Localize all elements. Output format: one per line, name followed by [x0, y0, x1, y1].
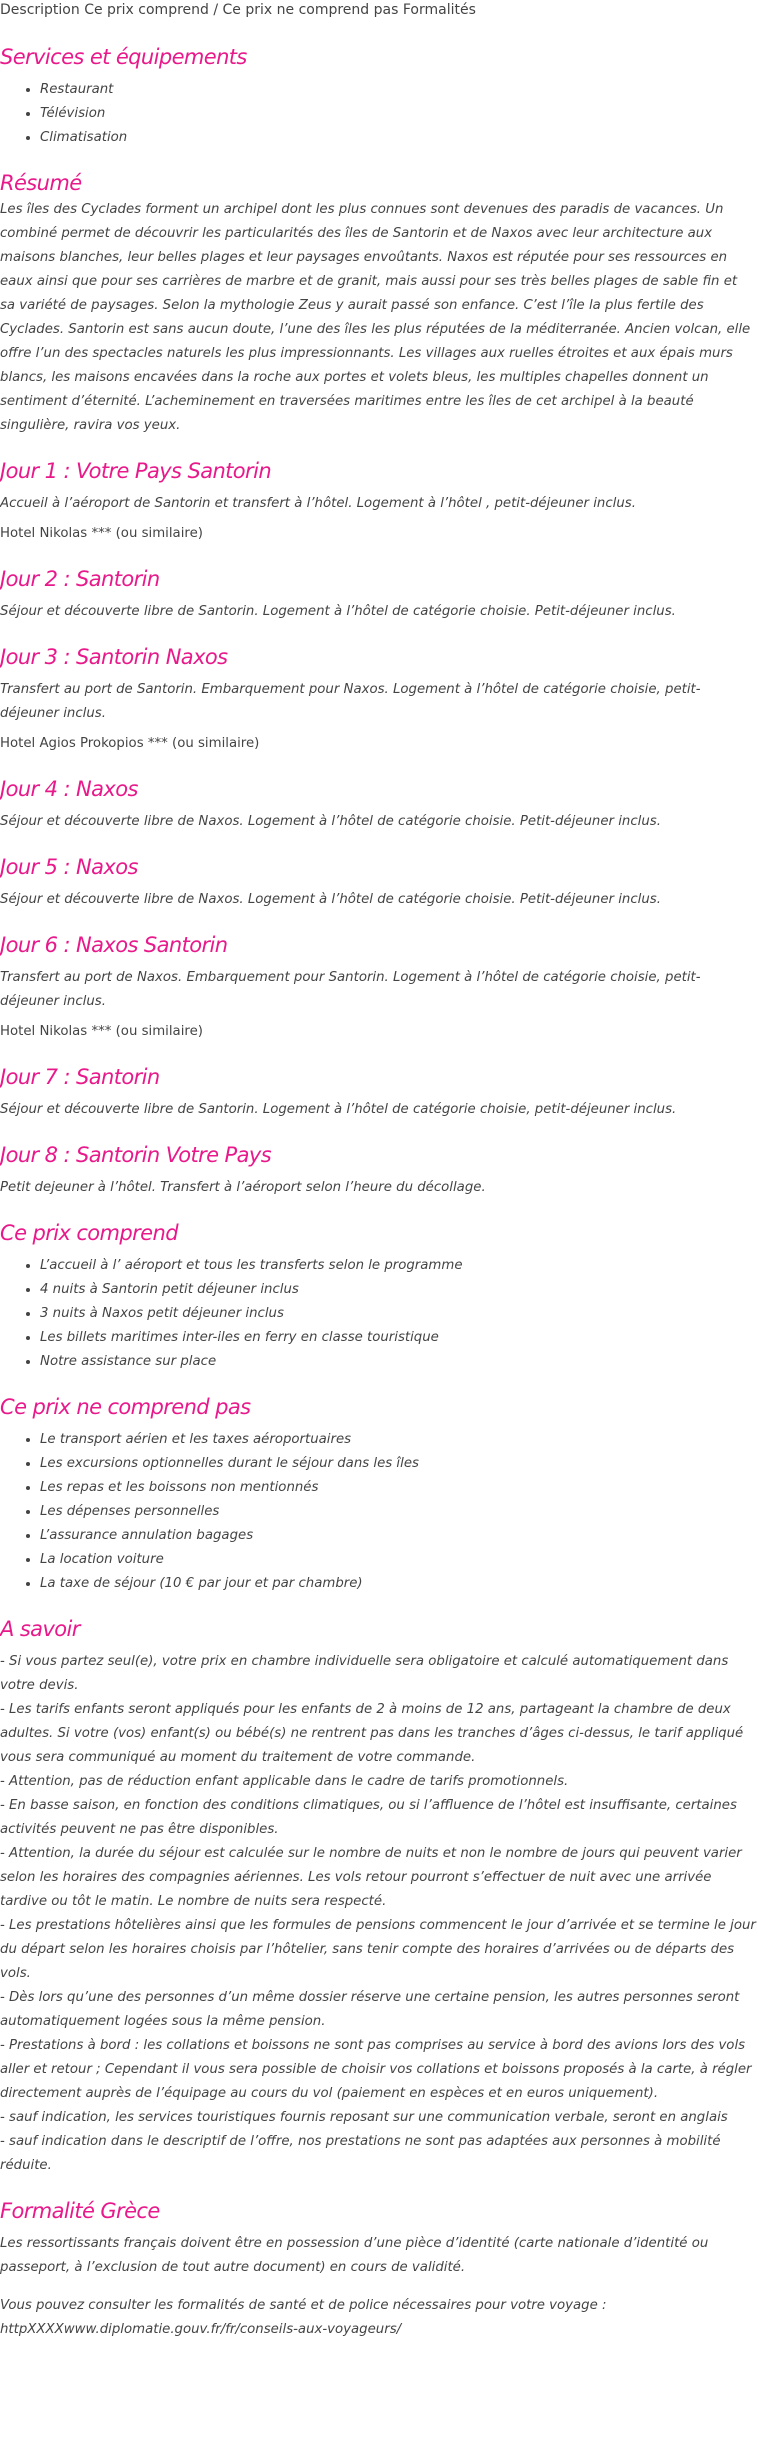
list-item: • Le transport aérien et les taxes aéroportuaires — [40, 1428, 756, 1452]
list-item: • La taxe de séjour (10 € par jour et par chambre) — [40, 1572, 756, 1596]
day-section — [0, 932, 756, 1044]
list-item: • Les excursions optionnelles durant le séjour dans les îles — [40, 1452, 756, 1476]
list-item: • 3 nuits à Naxos petit déjeuner inclus — [40, 1302, 756, 1326]
day-title: Jour 3 : Santorin Naxos — [0, 645, 228, 669]
a-savoir-item: - Si vous partez seul(e), votre prix en chambre individuelle sera obligatoire et calculé automatiquement dans votre devis. — [0, 1654, 729, 1693]
day-section — [0, 644, 756, 756]
a-savoir-item: - sauf indication dans le descriptif de l’offre, nos prestations ne sont pas adaptées aux personnes à mobilité réduite. — [0, 2134, 721, 2173]
day-description: Séjour et découverte libre de Santorin. Logement à l’hôtel de catégorie choisie, petit-déjeuner inclus. — [0, 1102, 677, 1117]
day-title: Jour 2 : Santorin — [0, 567, 160, 591]
tab-ce-prix-comprend[interactable]: Ce prix comprend — [84, 2, 209, 18]
a-savoir-item: - Dès lors qu’une des personnes d’un même dossier réserve une certaine pension, les autres personnes seront automatiquement logées sous la même pension. — [0, 1990, 740, 2029]
resume-section — [0, 170, 756, 438]
formalite-identity-text: Les ressortissants français doivent être en possession d’une pièce d’identité (carte nationale d’identité ou passeport, à l’exclusion de tout autre document) en cours de validité. — [0, 2236, 709, 2275]
list-item: • Notre assistance sur place — [40, 1350, 756, 1374]
resume-text: Les îles des Cyclades forment un archipel dont les plus connues sont devenues des paradis de vacances. Un combiné permet de découvrir les particularités des îles de Santorin et de Naxos avec leur architecture aux maisons blanches, leur belles plages et leur paysages envoûtants. Naxos est réputée pour ses ressources en eaux ainsi que pour ses carrières de marbre et de granit, mais aussi pour ses très belles plages de sable fin et sa variété de paysages. Selon la mythologie Zeus y aurait passé son enfance. C’est l’île la plus fertile des Cyclades. Santorin est sans aucun doute, l’une des îles les plus réputées de la méditerranée. Ancien volcan, elle offre l’un des spectacles naturels les plus impressionnants. Les villages aux ruelles étroites et aux épais murs blancs, les maisons encavées dans la roche aux portes et volets bleus, les multiples chapelles donnent un sentiment d’éternité. L’acheminement en traversées maritimes entre les îles de cet archipel à la beauté singulière, ravira vos yeux. — [0, 202, 751, 433]
tab-formalites[interactable]: Formalités — [402, 2, 476, 18]
comprend-list — [0, 1254, 756, 1374]
day-title: Jour 7 : Santorin — [0, 1065, 160, 1089]
ne-comprend-section — [0, 1394, 756, 1596]
day-title: Jour 8 : Santorin Votre Pays — [0, 1143, 272, 1167]
day-hotel: Hotel Agios Prokopios *** (ou similaire) — [0, 736, 260, 751]
list-item: • Les billets maritimes inter-iles en ferry en classe touristique — [40, 1326, 756, 1350]
day-description: Séjour et découverte libre de Naxos. Logement à l’hôtel de catégorie choisie. Petit-déjeuner inclus. — [0, 892, 661, 907]
comprend-section — [0, 1220, 756, 1374]
day-section — [0, 854, 756, 912]
day-section — [0, 1142, 756, 1200]
day-description: Transfert au port de Naxos. Embarquement pour Santorin. Logement à l’hôtel de catégorie choisie, petit-déjeuner inclus. — [0, 970, 701, 1009]
day-title: Jour 1 : Votre Pays Santorin — [0, 459, 272, 483]
tab-bar — [0, 0, 756, 20]
a-savoir-item: - sauf indication, les services touristiques fournis reposant sur une communication verbale, seront en anglais — [0, 2110, 728, 2125]
a-savoir-item: - Les prestations hôtelières ainsi que les formules de pensions commencent le jour d’arrivée et se termine le jour du départ selon les horaires choisis par l’hôtelier, sans tenir compte des horaires d’arrivées ou de départs des vols. — [0, 1918, 756, 1981]
resume-title: Résumé — [0, 171, 82, 195]
tab-description[interactable]: Description — [0, 2, 80, 18]
a-savoir-item: - Les tarifs enfants seront appliqués pour les enfants de 2 à moins de 12 ans, partageant la chambre de deux adultes. Si votre (vos) enfant(s) ou bébé(s) ne rentrent pas dans les tranches d’âges ci-dessus, le tarif appliqué vous sera communiqué au moment du traitement de votre commande. — [0, 1702, 744, 1765]
services-list — [0, 78, 756, 150]
services-section — [0, 44, 756, 150]
day-section — [0, 566, 756, 624]
list-item: • Restaurant — [40, 78, 756, 102]
day-section — [0, 458, 756, 546]
tab-separator: / — [213, 2, 219, 18]
day-section — [0, 776, 756, 834]
a-savoir-item: - Prestations à bord : les collations et boissons ne sont pas comprises au service à bord des avions lors des vols aller et retour ; Cependant il vous sera possible de choisir vos collations et boissons proposés à la carte, à régler directement auprès de l’équipage au cours du vol (paiement en espèces et en euros uniquement). — [0, 2038, 752, 2101]
day-description: Séjour et découverte libre de Naxos. Logement à l’hôtel de catégorie choisie. Petit-déjeuner inclus. — [0, 814, 661, 829]
list-item: • Télévision — [40, 102, 756, 126]
day-description: Petit dejeuner à l’hôtel. Transfert à l’aéroport selon l’heure du décollage. — [0, 1180, 486, 1195]
comprend-title: Ce prix comprend — [0, 1221, 178, 1245]
day-title: Jour 6 : Naxos Santorin — [0, 933, 228, 957]
list-item: • 4 nuits à Santorin petit déjeuner inclus — [40, 1278, 756, 1302]
list-item: • Les repas et les boissons non mentionnés — [40, 1476, 756, 1500]
list-item: • La location voiture — [40, 1548, 756, 1572]
day-hotel: Hotel Nikolas *** (ou similaire) — [0, 1024, 203, 1039]
ne-comprend-title: Ce prix ne comprend pas — [0, 1395, 251, 1419]
a-savoir-section — [0, 1616, 756, 2178]
tab-ce-prix-ne-comprend-pas[interactable]: Ce prix ne comprend pas — [222, 2, 399, 18]
a-savoir-title: A savoir — [0, 1617, 80, 1641]
day-section — [0, 1064, 756, 1122]
services-title: Services et équipements — [0, 45, 247, 69]
day-description: Transfert au port de Santorin. Embarquement pour Naxos. Logement à l’hôtel de catégorie choisie, petit-déjeuner inclus. — [0, 682, 701, 721]
a-savoir-item: - Attention, pas de réduction enfant applicable dans le cadre de tarifs promotionnels. — [0, 1774, 569, 1789]
day-hotel: Hotel Nikolas *** (ou similaire) — [0, 526, 203, 541]
formalite-link-text[interactable]: Vous pouvez consulter les formalités de santé et de police nécessaires pour votre voyage : httpXXXXwww.diplomatie.gouv.fr/fr/conseils-aux-voyageurs/ — [0, 2298, 607, 2337]
a-savoir-item: - Attention, la durée du séjour est calculée sur le nombre de nuits et non le nombre de jours qui peuvent varier selon les horaires des compagnies aériennes. Les vols retour pourront s’effectuer de nuit avec une arrivée tardive ou tôt le matin. Le nombre de nuits sera respecté. — [0, 1846, 742, 1909]
list-item: • L’accueil à l’ aéroport et tous les transferts selon le programme — [40, 1254, 756, 1278]
formalite-section — [0, 2198, 756, 2342]
list-item: • Climatisation — [40, 126, 756, 150]
day-description: Séjour et découverte libre de Santorin. Logement à l’hôtel de catégorie choisie. Petit-déjeuner inclus. — [0, 604, 676, 619]
day-title: Jour 5 : Naxos — [0, 855, 138, 879]
formalite-title: Formalité Grèce — [0, 2199, 160, 2223]
day-title: Jour 4 : Naxos — [0, 777, 138, 801]
ne-comprend-list — [0, 1428, 756, 1596]
list-item: • L’assurance annulation bagages — [40, 1524, 756, 1548]
list-item: • Les dépenses personnelles — [40, 1500, 756, 1524]
day-description: Accueil à l’aéroport de Santorin et transfert à l’hôtel. Logement à l’hôtel , petit-déjeuner inclus. — [0, 496, 636, 511]
a-savoir-item: - En basse saison, en fonction des conditions climatiques, ou si l’affluence de l’hôtel est insuffisante, certaines activités peuvent ne pas être disponibles. — [0, 1798, 737, 1837]
